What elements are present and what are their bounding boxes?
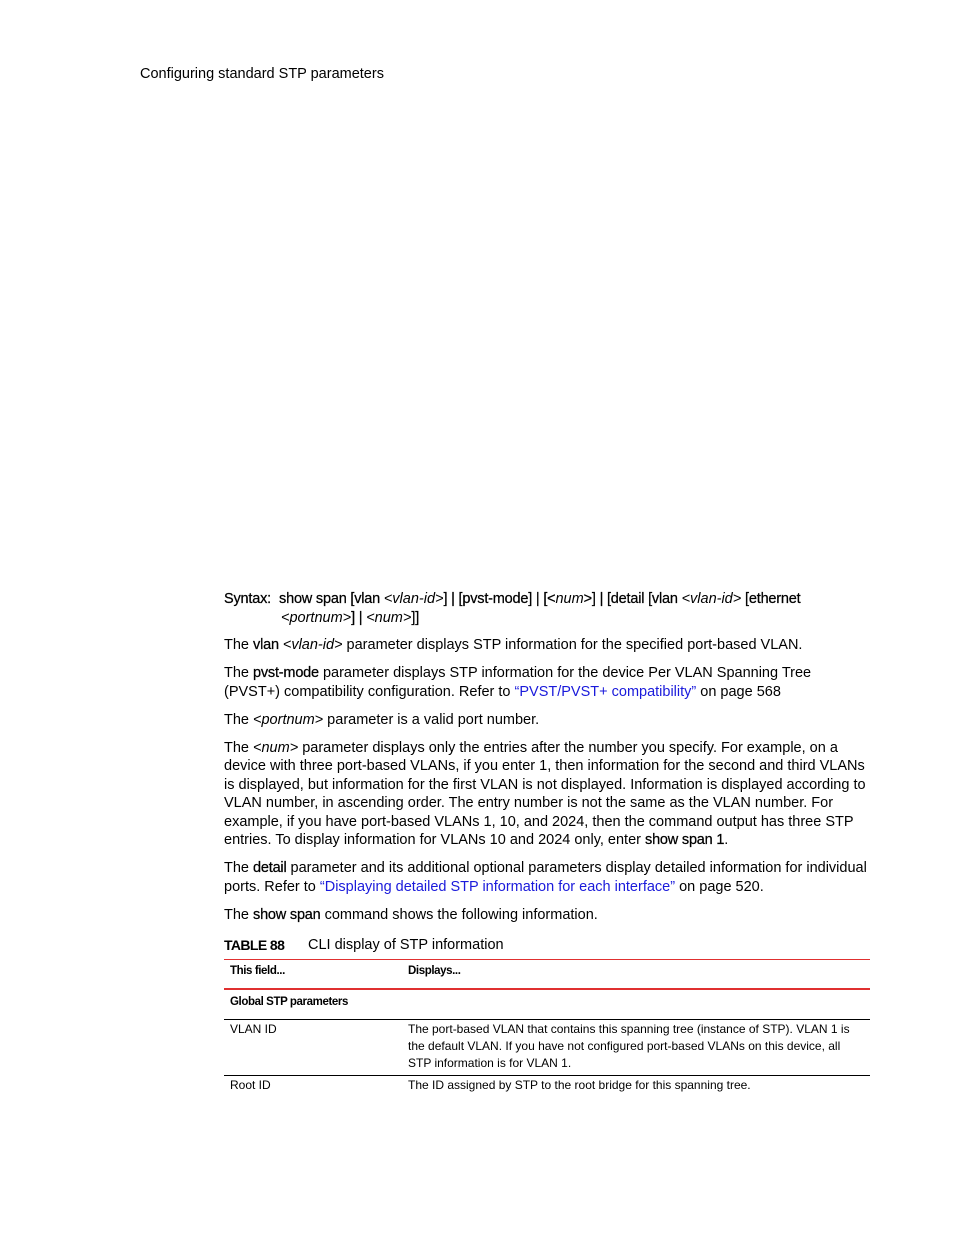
para-show-span <box>224 906 870 925</box>
para-detail <box>224 859 870 896</box>
text: parameter displays STP information for the specified port-based VLAN. <box>342 637 803 653</box>
keyword-vlan: vlan <box>253 637 279 653</box>
syntax-part-11: ]] <box>411 609 420 626</box>
table-row <box>224 1020 870 1076</box>
arg-num: <num> <box>253 739 299 756</box>
syntax-arg-portnum: <portnum> <box>281 609 352 626</box>
row-field: Root ID <box>230 1078 271 1092</box>
table-title: CLI display of STP information <box>308 937 504 953</box>
main-content <box>224 590 870 1097</box>
text: The <box>224 860 254 876</box>
text: The <box>224 906 254 923</box>
row-field: VLAN ID <box>224 1020 402 1076</box>
keyword-pvst-mode: pvst-mode <box>253 665 319 681</box>
table-header-row <box>224 960 870 990</box>
para-num <box>224 739 870 850</box>
syntax-label: Syntax: <box>224 591 271 607</box>
text: The <box>224 739 254 756</box>
text: parameter displays STP information for the device Per VLAN Spanning Tree (PVST+) compatibility configuration. Refer to <box>224 665 812 700</box>
header-field: This field... <box>224 960 402 990</box>
row-description: The port-based VLAN that contains this spanning tree (instance of STP). VLAN 1 is the default VLAN. If you have not configured port-based VLANs on this device, all STP information is for VLAN 1. <box>402 1020 870 1076</box>
running-header: Configuring standard STP parameters <box>140 66 384 82</box>
syntax-arg-vlan-id: <vlan-id> <box>383 591 444 607</box>
syntax-part-3: ] | [pvst-mode] | [< <box>443 591 556 607</box>
text: The <box>224 665 254 681</box>
link-pvst-compatibility[interactable]: “PVST/PVST+ compatibility” <box>514 683 697 700</box>
text: . <box>724 832 729 848</box>
text: The <box>224 711 254 728</box>
syntax-block <box>224 590 870 627</box>
syntax-part-9: ] | <box>351 609 367 626</box>
para-portnum <box>224 711 870 730</box>
header-displays: Displays... <box>402 960 870 990</box>
text: on page 520. <box>675 878 764 895</box>
keyword-show-span-1: show span 1 <box>645 832 725 848</box>
table-caption <box>224 936 870 954</box>
group-label: Global STP parameters <box>224 989 870 1020</box>
table-number: TABLE 88 <box>224 937 285 953</box>
stp-info-table <box>224 959 870 1097</box>
text: parameter is a valid port number. <box>323 711 540 728</box>
text: on page 568 <box>696 683 781 700</box>
text: parameter displays only the entries after the number you specify. For example, on a device with three port-based VLANs, if you enter 1, then information for the second and third VLANs is displayed, but information for the first VLAN is not displayed. Information is displayed according to VLAN number, in ascending order. The entry number is not the same as the VLAN number. For example, if you have port-based VLANs 1, 10, and 2024, then the command output has three STP entries. To display information for VLANs 10 and 2024 only, enter <box>224 739 866 848</box>
table-row <box>224 1076 870 1098</box>
syntax-continuation <box>224 609 870 628</box>
text: The <box>224 637 254 653</box>
syntax-arg-num-2: <num> <box>366 609 412 626</box>
para-vlan <box>224 636 870 655</box>
arg-portnum: <portnum> <box>253 711 324 728</box>
table-group-row <box>224 989 870 1020</box>
syntax-part-1: show span [vlan <box>279 591 384 607</box>
syntax-part-7: [ethernet <box>741 591 801 607</box>
syntax-arg-vlan-id-2: <vlan-id> <box>681 591 742 607</box>
text: parameter and its additional optional parameters display detailed information for individual ports. Refer to <box>224 860 867 895</box>
syntax-arg-num: num <box>555 591 584 607</box>
arg-vlan-id: <vlan-id> <box>278 637 343 653</box>
text: command shows the following information. <box>320 906 598 923</box>
link-detailed-stp-info[interactable]: “Displaying detailed STP information for each interface” <box>319 878 676 895</box>
keyword-detail: detail <box>253 860 287 876</box>
syntax-part-5: >] | [detail [vlan <box>583 591 682 607</box>
para-pvst-mode <box>224 664 870 701</box>
keyword-show-span: show span <box>253 906 321 923</box>
row-description: The ID assigned by STP to the root bridge for this spanning tree. <box>408 1078 751 1092</box>
